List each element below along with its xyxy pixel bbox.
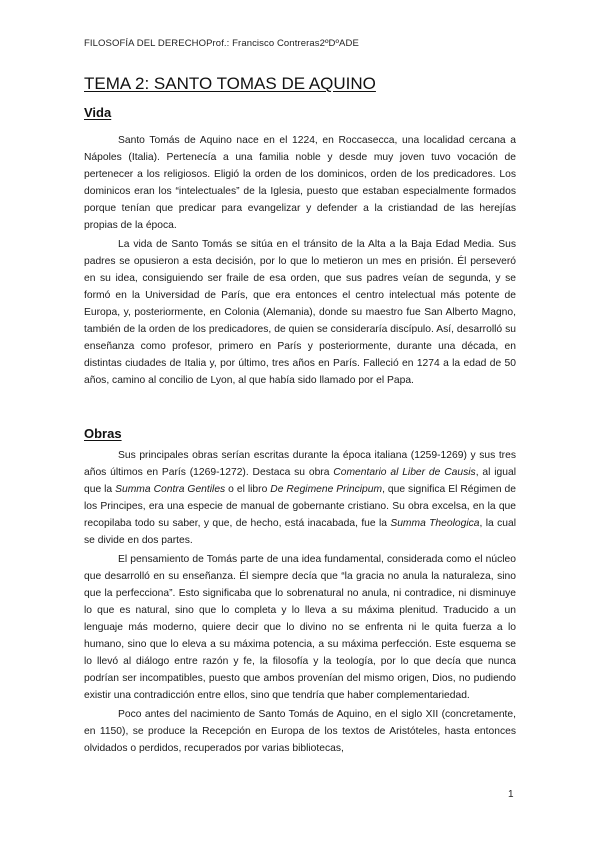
text-run: Sus principales obras serían escritas durante la época italiana (1259-1269) y sus tres años últimos en París (1269-1272). Destaca su obra — [84, 450, 516, 478]
section-heading-vida: Vida — [84, 105, 112, 120]
work-title-comentario: Comentario al Liber de Causis — [333, 467, 476, 478]
text-run: , la cual se divide en dos partes. — [84, 518, 516, 546]
work-title-summa-contra-gentiles: Summa Contra Gentiles — [115, 484, 226, 495]
paragraph-obras-2: El pensamiento de Tomás parte de una idea fundamental, considerada como el núcleo que desarrolló en su enseñanza. Él siempre decía que “la gracia no anula la naturaleza, sino que la perfecciona”. Esto significaba que lo sobrenatural no anula, ni contradice, ni disminuye lo que es natural, sino que lo completa y lo lleva a su máxima plenitud. Traducido a un lenguaje más moderno, quiere decir que lo divino no se enfrenta ni le quita fuerza a lo humano, sino que lo eleva a su máxima potencia, a su máxima perfección. Este esquema se lo llevó al diálogo entre razón y fe, la filosofía y la teología, por lo que decía que nunca podrían ser incompatibles, puesto que ambos provenían del mismo origen, Dios, no pudiendo existir una contradicción entre ellos, sino que tendría que haber complementariedad. — [84, 554, 516, 701]
paragraph-vida-2: La vida de Santo Tomás se sitúa en el tránsito de la Alta a la Baja Edad Media. Sus padres se opusieron a esta decisión, por lo que lo metieron un mes en prisión. Él perseveró en su idea, consiguiendo ser fraile de esa orden, que sus padres veían de segunda, y se formó en la Universidad de París, que era entonces el centro intelectual más potente de Europa, y, posteriormente, en Colonia (Alemania), donde su maestro fue San Alberto Magno, también de la orden de los predicadores, de quien se consideraría discípulo. Así, desarrolló su enseñanza como profesor, primero en París y posteriormente, durante una década, en distintas ciudades de Italia y, por último, tres años en París. Falleció en 1274 a la edad de 50 años, camino al concilio de Lyon, al que había sido llamado por el Papa. — [84, 239, 516, 386]
text-run: o el libro — [225, 484, 271, 495]
work-title-summa-theologica: Summa Theologica — [390, 518, 480, 529]
text-run: , que significa El Régimen de los Principes, era una especie de manual de gobernante cristiano. Su obra excelsa, en la que recopilaba todo su saber, y que, de hecho, está inacabada, fue la — [84, 484, 516, 529]
section-heading-obras: Obras — [84, 426, 122, 441]
page-number: 1 — [508, 789, 514, 800]
work-title-de-regimene: De Regimene Principum — [270, 484, 383, 495]
paragraph-obras-1 — [84, 447, 516, 549]
page-title: TEMA 2: SANTO TOMAS DE AQUINO — [84, 74, 376, 93]
page-header: FILOSOFÍA DEL DERECHOProf.: Francisco Contreras2ºDºADE — [84, 38, 359, 49]
paragraph-obras-3: Poco antes del nacimiento de Santo Tomás de Aquino, en el siglo XII (concretamente, en 1150), se produce la Recepción en Europa de los textos de Aristóteles, hasta entonces olvidados o perdidos, recuperados por varias bibliotecas, — [84, 709, 516, 754]
text-run: , al igual que la — [84, 467, 516, 495]
paragraph-vida-1: Santo Tomás de Aquino nace en el 1224, en Roccasecca, una localidad cercana a Nápoles (Italia). Pertenecía a una familia noble y desde muy joven tuvo vocación de pertenecer a los religiosos. Eligió la orden de los dominicos, orden de los predicadores. Los dominicos eran los “intelectuales” de la Iglesia, puesto que estaban especialmente formados porque tenían que predicar para evangelizar y defender a la cristiandad de las herejías propias de la época. — [84, 135, 516, 231]
